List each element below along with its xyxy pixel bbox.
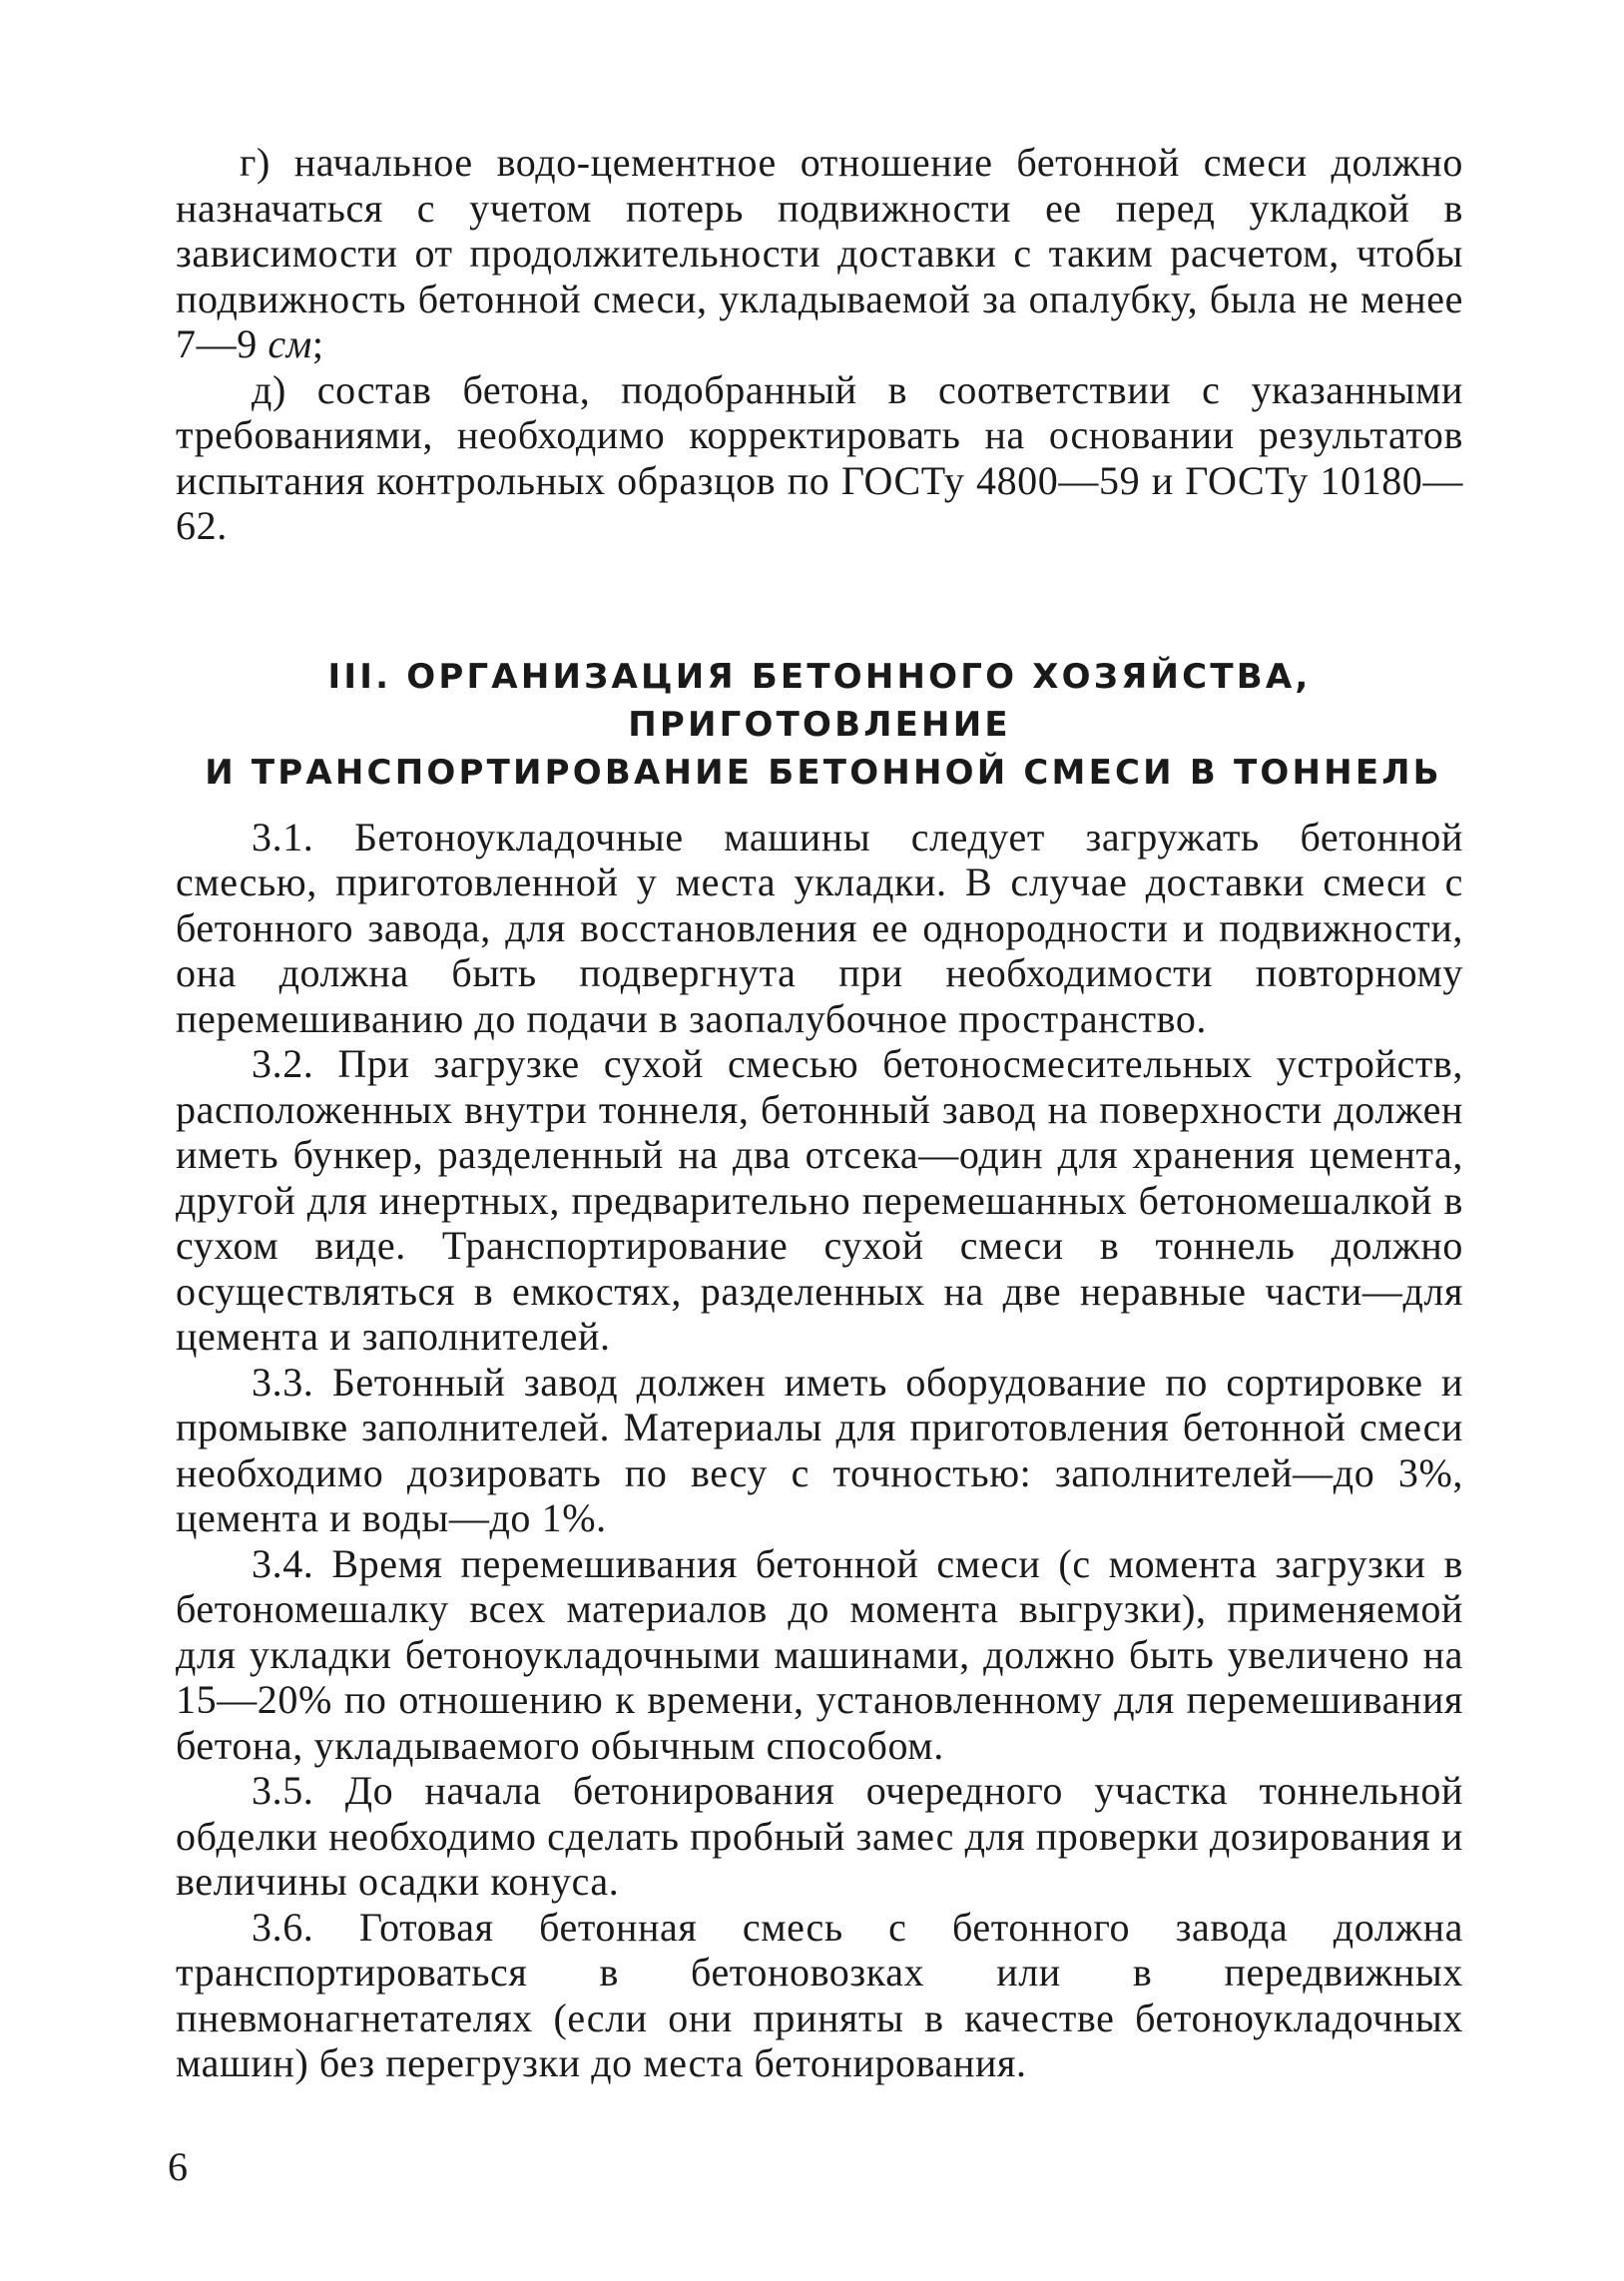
section-body (176, 815, 1463, 2086)
paragraph-3-1: 3.1. Бетоноукладочные машины следует загружать бетонной смесью, приготовленной у места укладки. В случае доставки смеси с бетонного завода, для восстановления ее однородности и подвижности, она должна быть подвергнута при необходимости повторному перемешиванию до подачи в заопалубочное пространство. (176, 814, 1463, 1041)
paragraph-3-2: 3.2. При загрузке сухой смесью бетоносмесительных устройств, расположенных внутри тоннеля, бетонный завод на поверхности должен иметь бункер, разделенный на два отсека—один для хранения цемента, другой для инертных, предварительно перемешанных бетономешалкой в сухом виде. Транспортирование сухой смеси в тоннель должно осуществляться в емкостях, разделенных на две неравные части—для цемента и заполнителей. (176, 1041, 1463, 1359)
paragraph-3-6: 3.6. Готовая бетонная смесь с бетонного завода должна транспортироваться в бетоновозках или в передвижных пневмонагнетателях (если они приняты в качестве бетоноукладочных машин) без перегрузки до места бетонирования. (176, 1904, 1463, 2085)
section-heading-line-2: И ТРАНСПОРТИРОВАНИЕ БЕТОННОЙ СМЕСИ В ТОННЕЛЬ (205, 752, 1442, 793)
page-number: 6 (168, 2144, 188, 2189)
document-page (176, 140, 1463, 2086)
section-heading-line-1: III. ОРГАНИЗАЦИЯ БЕТОННОГО ХОЗЯЙСТВА, ПРИГОТОВЛЕНИЕ (327, 656, 1312, 745)
paragraph-3-4: 3.4. Время перемешивания бетонной смеси (с момента загрузки в бетономешалку всех материалов до момента выгрузки), применяемой для укладки бетоноукладочными машинами, должно быть увеличено на 15—20% по отношению к времени, установленному для перемешивания бетона, укладываемого обычным способом. (176, 1540, 1463, 1768)
paragraph-3-5: 3.5. До начала бетонирования очередного участка тоннельной обделки необходимо сделать пробный замес для проверки дозирования и величины осадки конуса. (176, 1768, 1463, 1904)
unit-cm: см (268, 321, 312, 366)
paragraph-3-3: 3.3. Бетонный завод должен иметь оборудование по сортировке и промывке заполнителей. Материалы для приготовления бетонной смеси необходимо дозировать по весу с точностью: заполнителей—до 3%, цемента и воды—до 1%. (176, 1359, 1463, 1540)
paragraph-item-d: д) состав бетона, подобранный в соответствии с указанными требованиями, необходимо корректировать на основании результатов испытания контрольных образцов по ГОСТу 4800—59 и ГОСТу 10180—62. (176, 366, 1463, 548)
paragraph-item-g: г) начальное водо-цементное отношение бетонной смеси должно назначаться с учетом потерь подвижности ее перед укладкой в зависимости от продолжительности доставки с таким расчетом, чтобы подвижность бетонной смеси, укладываемой за опалубку, была не менее 7—9 см; (176, 140, 1463, 366)
section-heading (176, 653, 1463, 797)
